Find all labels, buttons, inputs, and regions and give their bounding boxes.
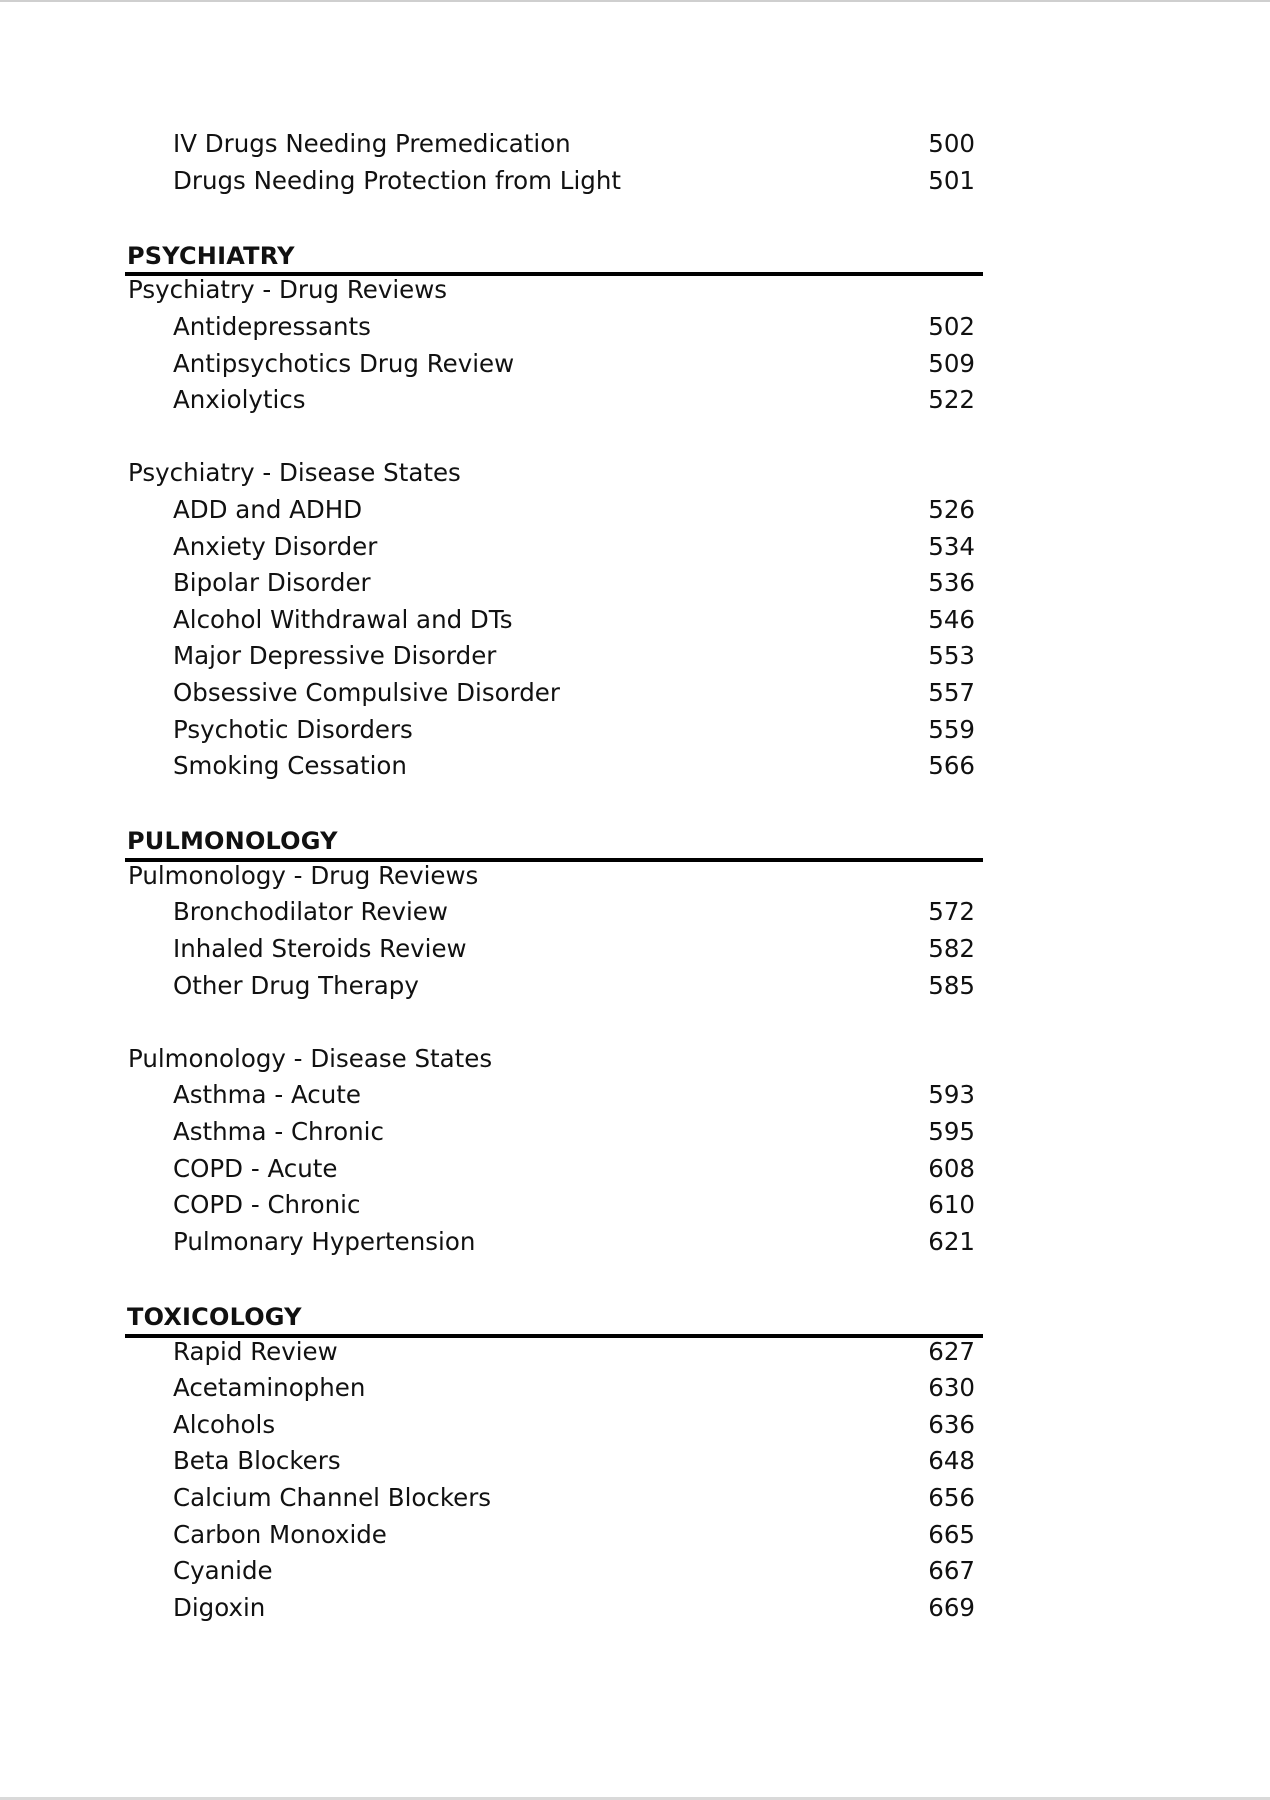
toc-entry[interactable] xyxy=(125,1407,983,1444)
toc-entry[interactable] xyxy=(125,712,983,749)
toc-entry-page: 656 xyxy=(928,1482,975,1512)
toc-entry-label: Digoxin xyxy=(173,1592,266,1622)
section-heading-pulmonology xyxy=(125,821,983,858)
toc-entry-page: 500 xyxy=(928,129,975,158)
toc-entry-label: Asthma - Chronic xyxy=(173,1117,384,1147)
toc-entry[interactable] xyxy=(125,1370,983,1407)
toc-entry[interactable] xyxy=(125,126,983,163)
toc-entry-page: 627 xyxy=(928,1336,975,1366)
toc-entry-label: Inhaled Steroids Review xyxy=(173,934,467,964)
toc-entry-label: Calcium Channel Blockers xyxy=(173,1482,492,1512)
section-heading-label: TOXICOLOGY xyxy=(127,1303,302,1331)
toc-entry-page: 648 xyxy=(928,1446,975,1476)
toc-entry[interactable] xyxy=(125,1187,983,1224)
toc-entry[interactable] xyxy=(125,565,983,602)
toc-entry[interactable] xyxy=(125,492,983,529)
toc-entry-label: COPD - Chronic xyxy=(173,1190,361,1220)
toc-entry-page: 546 xyxy=(928,604,975,634)
toc-entry-label: Acetaminophen xyxy=(173,1373,366,1403)
toc-entry[interactable] xyxy=(125,1151,983,1188)
toc-entry[interactable] xyxy=(125,638,983,675)
toc-entry-page: 630 xyxy=(928,1373,975,1403)
toc-entry[interactable] xyxy=(125,1480,983,1517)
subsection-title-label: Psychiatry - Drug Reviews xyxy=(128,275,448,305)
toc-entry-page: 593 xyxy=(928,1080,975,1110)
toc-entry-label: Smoking Cessation xyxy=(173,751,407,781)
page-top-border xyxy=(0,0,1270,2)
toc-entry-page: 534 xyxy=(928,531,975,561)
subsection-title xyxy=(125,455,983,492)
toc-entry-page: 553 xyxy=(928,641,975,671)
toc-entry-label: Antipsychotics Drug Review xyxy=(173,348,515,378)
section-heading-label: PSYCHIATRY xyxy=(127,241,295,270)
spacer xyxy=(125,199,983,236)
subsection-title xyxy=(125,1041,983,1078)
subsection-title-label: Pulmonology - Disease States xyxy=(128,1043,493,1073)
toc-entry-label: Alcohol Withdrawal and DTs xyxy=(173,604,513,634)
toc-entry[interactable] xyxy=(125,529,983,566)
section-heading-psychiatry xyxy=(125,236,983,273)
section-heading-toxicology xyxy=(125,1297,983,1334)
toc-entry-label: COPD - Acute xyxy=(173,1153,338,1183)
toc-entry-page: 610 xyxy=(928,1190,975,1220)
toc-entry-label: Obsessive Compulsive Disorder xyxy=(173,677,560,707)
toc-entry-label: Cyanide xyxy=(173,1556,273,1586)
toc-entry-label: Bipolar Disorder xyxy=(173,568,371,598)
toc-entry-label: Psychotic Disorders xyxy=(173,714,413,744)
toc-entry-page: 559 xyxy=(928,714,975,744)
toc-entry[interactable] xyxy=(125,931,983,968)
toc-entry-page: 608 xyxy=(928,1153,975,1183)
toc-entry-page: 585 xyxy=(928,970,975,1000)
toc-entry-page: 501 xyxy=(928,165,975,195)
toc-entry[interactable] xyxy=(125,163,983,200)
toc-entry[interactable] xyxy=(125,1334,983,1371)
section-heading-label: PULMONOLOGY xyxy=(127,827,338,856)
toc-entry-label: IV Drugs Needing Premedication xyxy=(173,129,571,158)
subsection-title xyxy=(125,858,983,895)
subsection-title-label: Psychiatry - Disease States xyxy=(128,458,461,488)
toc-entry[interactable] xyxy=(125,1553,983,1590)
toc-entry[interactable] xyxy=(125,968,983,1005)
toc-entry[interactable] xyxy=(125,309,983,346)
toc-entry[interactable] xyxy=(125,382,983,419)
toc-entry[interactable] xyxy=(125,602,983,639)
toc-entry-page: 636 xyxy=(928,1409,975,1439)
toc-entry-label: Asthma - Acute xyxy=(173,1080,361,1110)
toc-entry-page: 582 xyxy=(928,934,975,964)
toc-entry-label: Pulmonary Hypertension xyxy=(173,1226,476,1256)
toc-entry[interactable] xyxy=(125,346,983,383)
toc-entry[interactable] xyxy=(125,1224,983,1261)
toc-entry-label: Major Depressive Disorder xyxy=(173,641,497,671)
toc-entry-page: 557 xyxy=(928,677,975,707)
subsection-title xyxy=(125,272,983,309)
toc-entry-page: 509 xyxy=(928,348,975,378)
toc-entry-page: 669 xyxy=(928,1592,975,1622)
toc-entry-page: 572 xyxy=(928,897,975,927)
toc-entry-label: Beta Blockers xyxy=(173,1446,341,1476)
toc-entry-label: ADD and ADHD xyxy=(173,494,363,524)
toc-entry-page: 502 xyxy=(928,311,975,341)
toc-entry[interactable] xyxy=(125,1443,983,1480)
toc-entry-label: Rapid Review xyxy=(173,1336,338,1366)
toc-entry[interactable] xyxy=(125,1114,983,1151)
table-of-contents xyxy=(125,126,983,1626)
toc-entry[interactable] xyxy=(125,1077,983,1114)
toc-entry-label: Antidepressants xyxy=(173,311,371,341)
toc-entry-label: Anxiety Disorder xyxy=(173,531,378,561)
toc-entry-label: Anxiolytics xyxy=(173,385,306,415)
toc-entry-label: Bronchodilator Review xyxy=(173,897,448,927)
toc-entry-label: Other Drug Therapy xyxy=(173,970,419,1000)
toc-entry-page: 536 xyxy=(928,568,975,598)
toc-entry-label: Alcohols xyxy=(173,1409,276,1439)
toc-entry-page: 522 xyxy=(928,385,975,415)
spacer xyxy=(125,419,983,456)
toc-entry-page: 665 xyxy=(928,1519,975,1549)
toc-entry[interactable] xyxy=(125,894,983,931)
toc-entry-page: 566 xyxy=(928,751,975,781)
toc-entry[interactable] xyxy=(125,675,983,712)
toc-entry-page: 621 xyxy=(928,1226,975,1256)
spacer xyxy=(125,785,983,822)
subsection-title-label: Pulmonology - Drug Reviews xyxy=(128,860,479,890)
toc-entry-label: Drugs Needing Protection from Light xyxy=(173,165,621,195)
toc-entry-label: Carbon Monoxide xyxy=(173,1519,387,1549)
toc-entry[interactable] xyxy=(125,1590,983,1627)
spacer xyxy=(125,1004,983,1041)
spacer xyxy=(125,1260,983,1297)
toc-entry-page: 595 xyxy=(928,1117,975,1147)
toc-entry[interactable] xyxy=(125,1517,983,1554)
toc-entry[interactable] xyxy=(125,748,983,785)
toc-entry-page: 667 xyxy=(928,1556,975,1586)
toc-entry-page: 526 xyxy=(928,494,975,524)
